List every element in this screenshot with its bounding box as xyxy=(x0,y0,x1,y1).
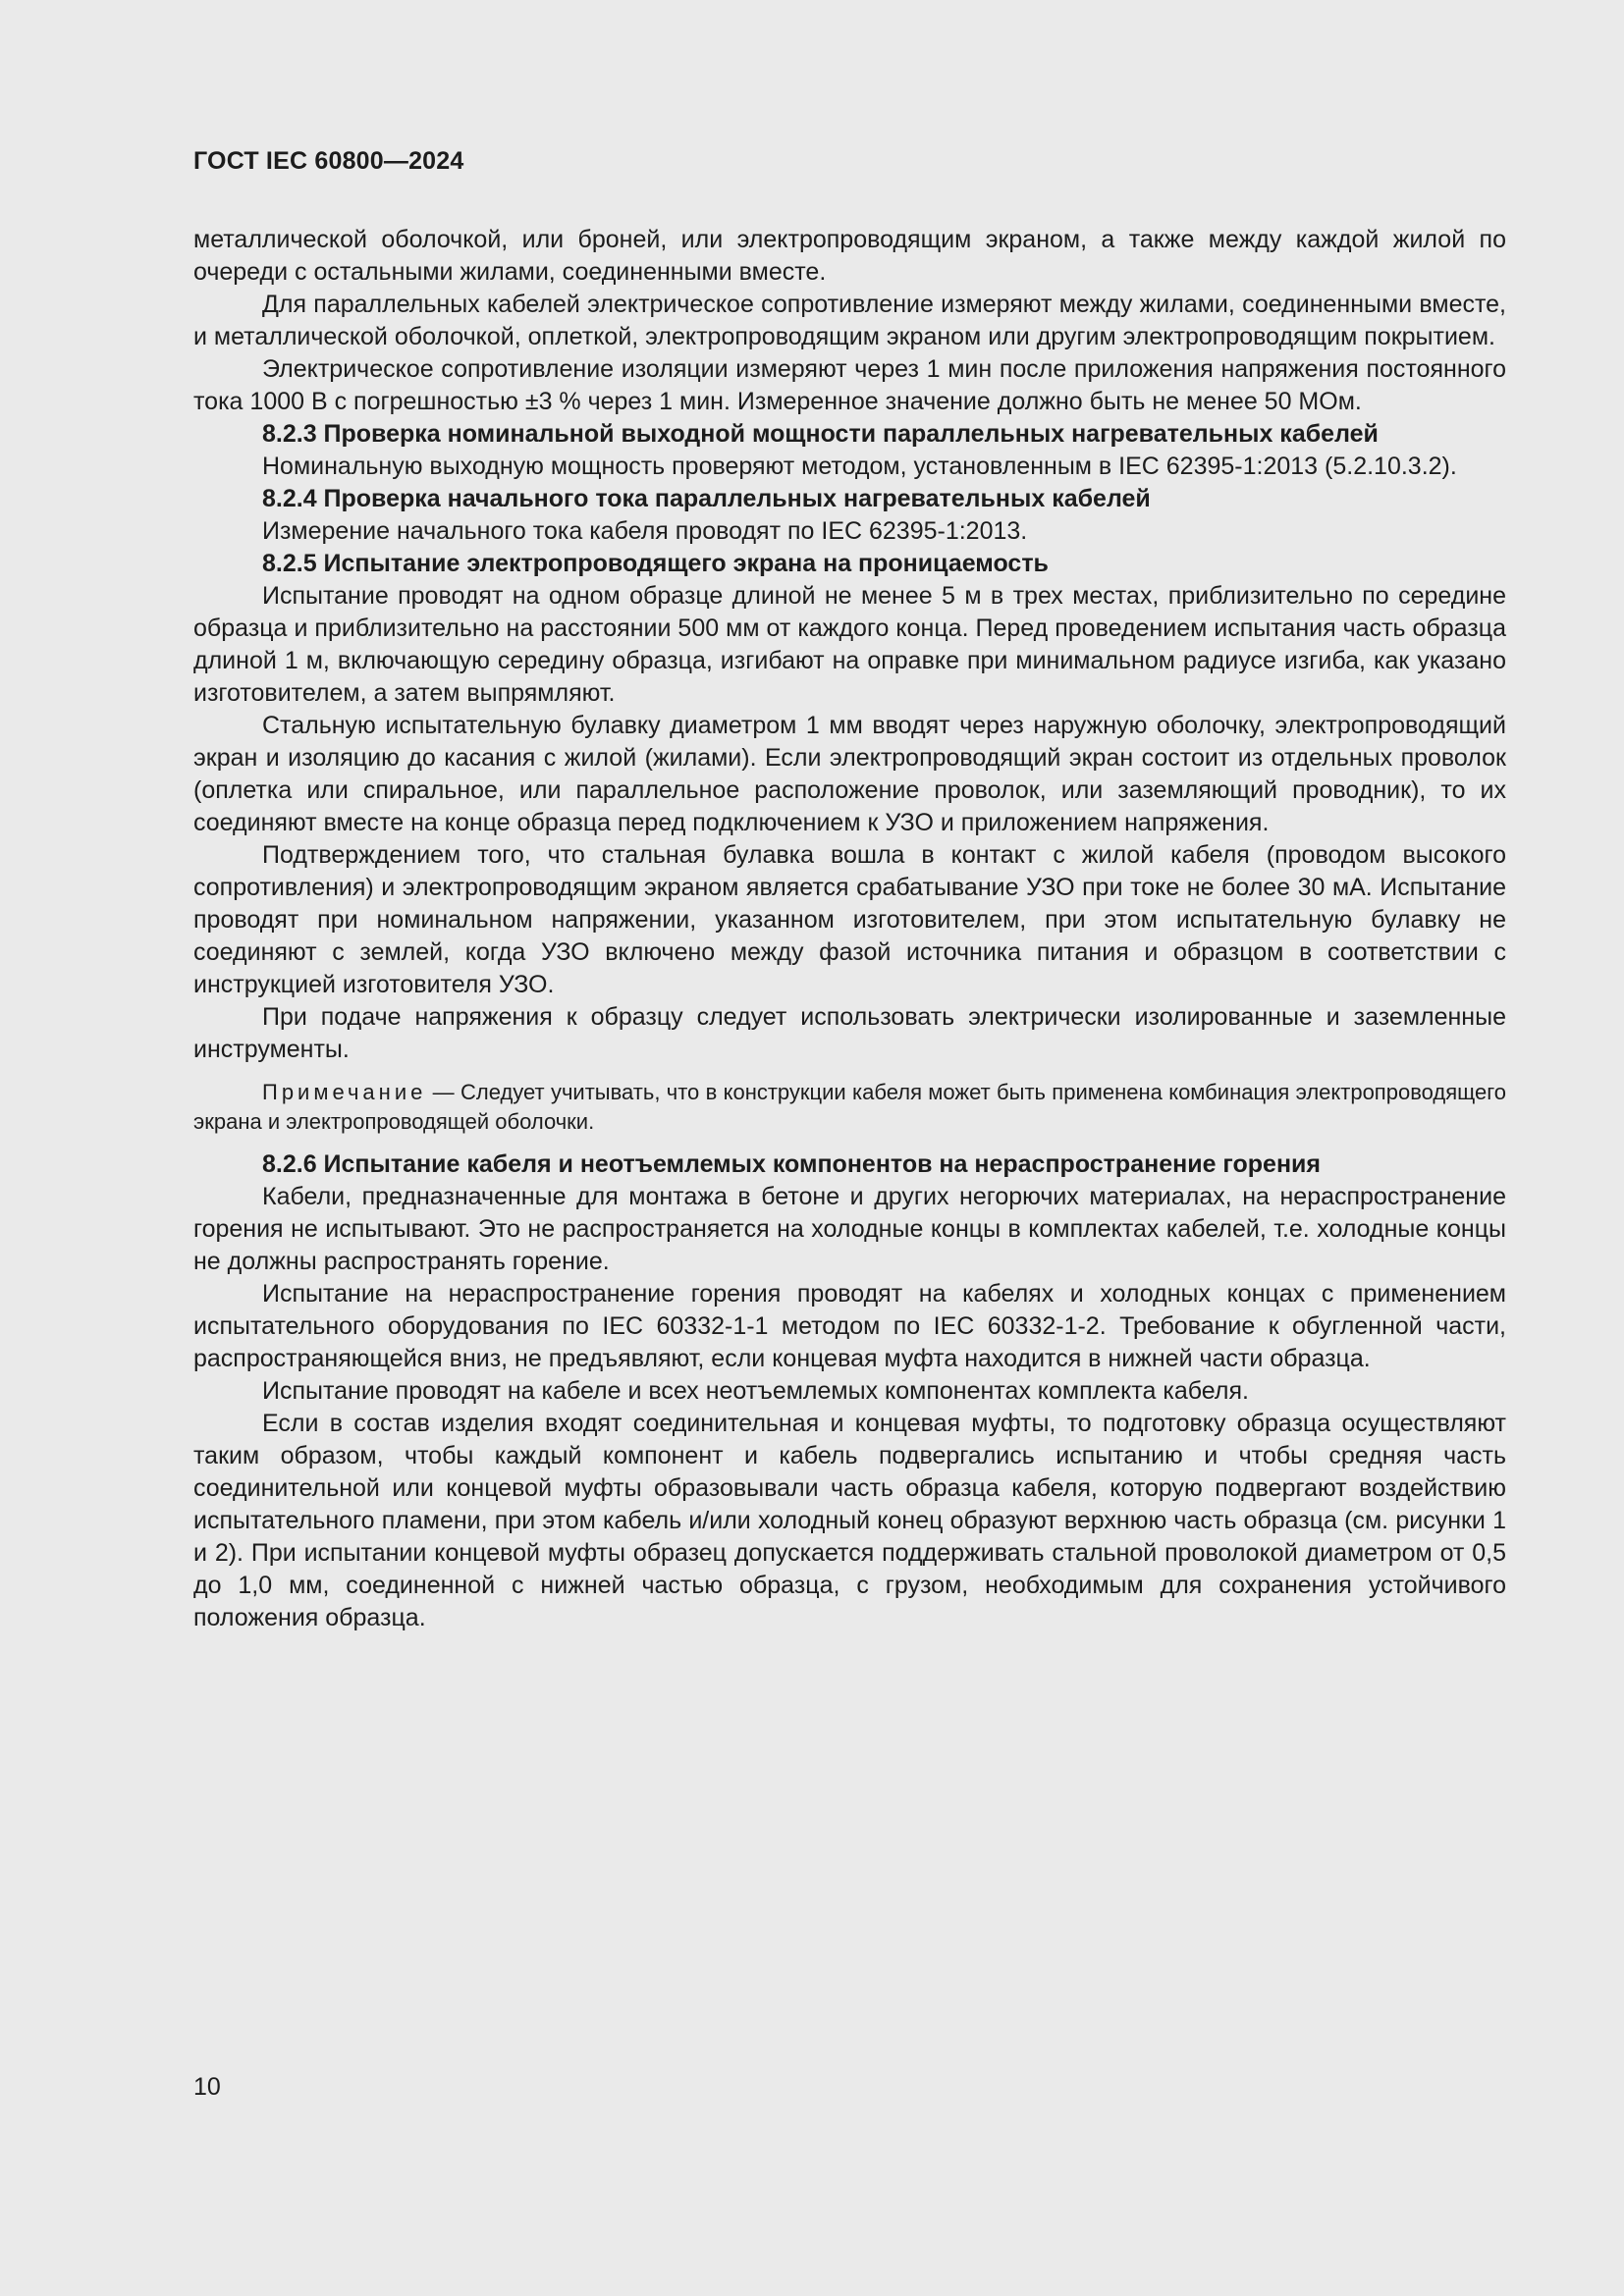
section-heading-8-2-3: 8.2.3 Проверка номинальной выходной мощности параллельных нагревательных кабелей xyxy=(262,420,1379,448)
body-paragraph: Стальную испытательную булавку диаметром 1 мм вводят через наружную оболочку, электропроводящий экран и изоляцию до касания с жилой (жилами). Если электропроводящий экран состоит из отдельных проволок (оплетка или спиральное, или параллельное расположение проволок, или заземляющий проводник), то их соединяют вместе на конце образца перед подключением к УЗО и приложением напряжения. xyxy=(193,712,1506,836)
body-paragraph: При подаче напряжения к образцу следует использовать электрически изолированные и заземленные инструменты. xyxy=(193,1003,1506,1063)
body-paragraph: Подтверждением того, что стальная булавка вошла в контакт с жилой кабеля (проводом высокого сопротивления) и электропроводящим экраном является срабатывание УЗО при токе не более 30 мА. Испытание проводят при номинальном напряжении, указанном изготовителем, при этом испытательную булавку не соединяют с землей, когда УЗО включено между фазой источника питания и образцом в соответствии с инструкцией изготовителя УЗО. xyxy=(193,841,1506,998)
note xyxy=(193,1078,1506,1137)
body-paragraph: Испытание на нераспространение горения проводят на кабелях и холодных концах с применением испытательного оборудования по IEC 60332-1-1 методом по IEC 60332-1-2. Требование к обугленной части, распространяющейся вниз, не предъявляют, если концевая муфта находится в нижней части образца. xyxy=(193,1280,1506,1372)
body-paragraph: Кабели, предназначенные для монтажа в бетоне и других негорючих материалах, на нераспространение горения не испытывают. Это не распространяется на холодные концы в комплектах кабелей, т.е. холодные концы не должны распространять горение. xyxy=(193,1183,1506,1275)
section-heading-8-2-5: 8.2.5 Испытание электропроводящего экрана на проницаемость xyxy=(262,550,1049,577)
note-text: — Следует учитывать, что в конструкции кабеля может быть применена комбинация электропроводящего экрана и электропроводящей оболочки. xyxy=(193,1080,1506,1134)
body-paragraph: Измерение начального тока кабеля проводят по IEC 62395-1:2013. xyxy=(262,517,1028,545)
body-paragraph: Испытание проводят на кабеле и всех неотъемлемых компонентах комплекта кабеля. xyxy=(262,1377,1249,1405)
body-paragraph: металлической оболочкой, или броней, или электропроводящим экраном, а также между каждой жилой по очереди с остальными жилами, соединенными вместе. xyxy=(193,226,1506,286)
body-paragraph: Испытание проводят на одном образце длиной не менее 5 м в трех местах, приблизительно по середине образца и приблизительно на расстоянии 500 мм от каждого конца. Перед проведением испытания часть образца длиной 1 м, включающую середину образца, изгибают на оправке при минимальном радиусе изгиба, как указано изготовителем, а затем выпрямляют. xyxy=(193,582,1506,707)
body-paragraph: Для параллельных кабелей электрическое сопротивление измеряют между жилами, соединенными вместе, и металлической оболочкой, оплеткой, электропроводящим экраном или другим электропроводящим покрытием. xyxy=(193,291,1506,350)
body-paragraph: Номинальную выходную мощность проверяют методом, установленным в IEC 62395-1:2013 (5.2.10.3.2). xyxy=(262,453,1457,480)
page-number: 10 xyxy=(193,2073,221,2101)
body-paragraph: Электрическое сопротивление изоляции измеряют через 1 мин после приложения напряжения постоянного тока 1000 В с погрешностью ±3 % через 1 мин. Измеренное значение должно быть не менее 50 МОм. xyxy=(193,355,1506,415)
standard-code-header: ГОСТ IEC 60800—2024 xyxy=(193,147,464,175)
body-paragraph: Если в состав изделия входят соединительная и концевая муфты, то подготовку образца осуществляют таким образом, чтобы каждый компонент и кабель подвергались испытанию и чтобы средняя часть соединительной или концевой муфты образовывали часть образца кабеля, которую подвергают воздействию испытательного пламени, при этом кабель и/или холодный конец образуют верхнюю часть образца (см. рисунки 1 и 2). При испытании концевой муфты образец допускается поддерживать стальной проволокой диаметром от 0,5 до 1,0 мм, соединенной с нижней частью образца, с грузом, необходимым для сохранения устойчивого положения образца. xyxy=(193,1410,1506,1631)
document-body xyxy=(193,224,1506,1634)
section-heading-8-2-6: 8.2.6 Испытание кабеля и неотъемлемых компонентов на нераспространение горения xyxy=(262,1150,1322,1178)
note-label: Примечание xyxy=(262,1080,427,1104)
section-heading-8-2-4: 8.2.4 Проверка начального тока параллельных нагревательных кабелей xyxy=(262,485,1151,512)
